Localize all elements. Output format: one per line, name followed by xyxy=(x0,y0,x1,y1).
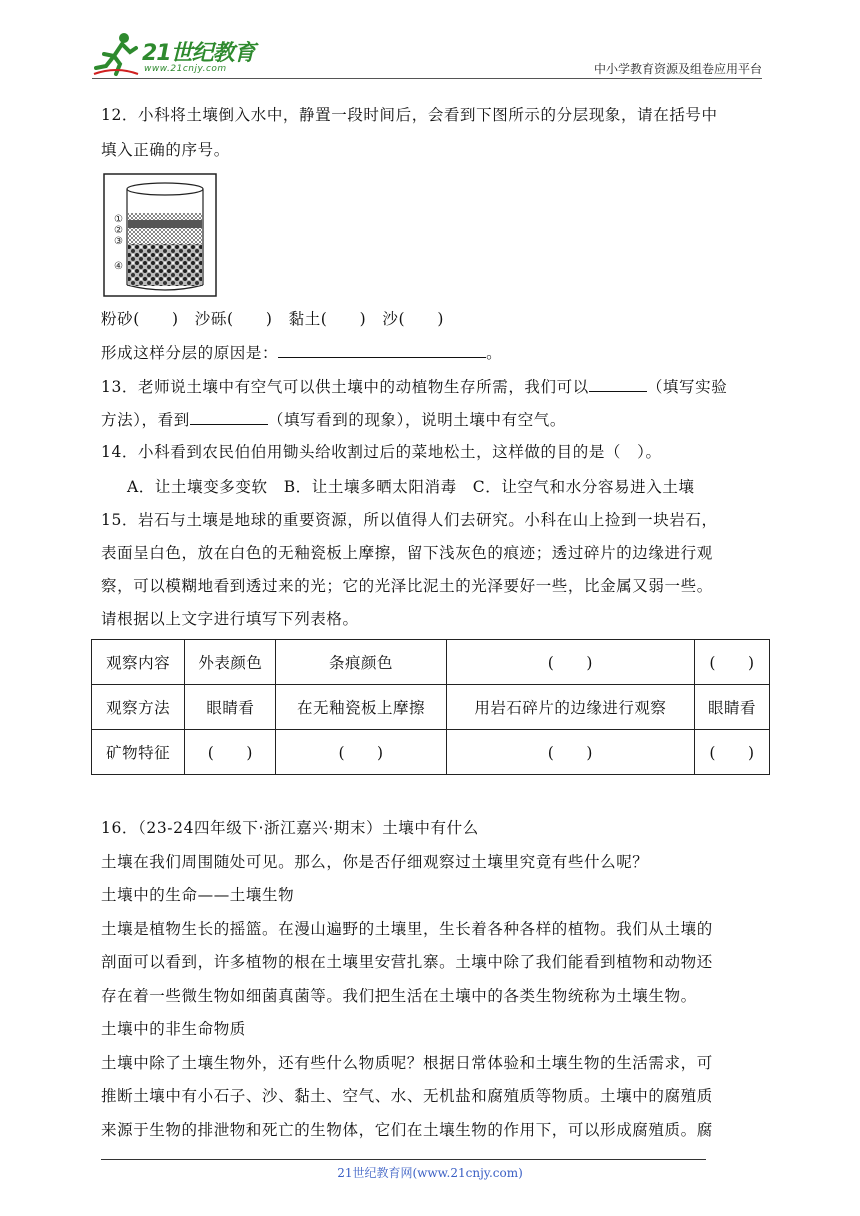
logo xyxy=(92,28,262,80)
layer-label-3: ③ xyxy=(114,236,123,247)
q13-line-2 xyxy=(101,408,566,431)
q16-paragraph-line: 土壤中除了土壤生物外，还有些什么物质呢？根据日常体验和土壤生物的生活需求，可 xyxy=(101,1054,713,1072)
table-cell: 观察方法 xyxy=(92,685,185,730)
q16-subheading: 土壤中的生命——土壤生物 xyxy=(101,886,295,904)
q12-reason-prefix: 形成这样分层的原因是： xyxy=(101,344,279,362)
q12-reason-blank[interactable] xyxy=(278,341,486,358)
q16-paragraph-line: 土壤是植物生长的摇篮。在漫山遍野的土壤里，生长着各种各样的植物。我们从土壤的 xyxy=(101,920,713,938)
q15-line-3: 察，可以模糊地看到透过来的光；它的光泽比泥土的光泽要好一些，比金属又弱一些。 xyxy=(101,577,713,595)
q12-stem-line-1: 12．小科将土壤倒入水中，静置一段时间后，会看到下图所示的分层现象，请在括号中 xyxy=(101,106,718,124)
footer-divider xyxy=(101,1159,706,1160)
table-answer-cell[interactable]: ( ) xyxy=(446,640,694,685)
q16-paragraph-line: 存在着一些微生物如细菌真菌等。我们把生活在土壤中的各类生物统称为土壤生物。 xyxy=(101,987,697,1005)
q14-options: A．让土壤变多变软 B．让土壤多晒太阳消毒 C．让空气和水分容易进入土壤 xyxy=(127,478,695,496)
q12-reason-suffix: 。 xyxy=(486,344,503,362)
header-divider xyxy=(92,78,762,79)
page-header xyxy=(92,28,762,80)
logo-text: 21世纪教育 xyxy=(142,41,255,66)
q12-options: 粉砂( ) 沙砾( ) 黏土( ) 沙( ) xyxy=(101,310,444,328)
table-answer-cell[interactable]: ( ) xyxy=(185,730,276,775)
table-cell: 观察内容 xyxy=(92,640,185,685)
q16-title: 16．（23-24四年级下·浙江嘉兴·期末）土壤中有什么 xyxy=(101,819,479,837)
q13-text-b: （填写实验 xyxy=(646,378,728,396)
logo-url: www.21cnjy.com xyxy=(144,64,227,74)
table-cell: 矿物特征 xyxy=(92,730,185,775)
q12-stem-line-2: 填入正确的序号。 xyxy=(101,141,230,159)
layer-label-2: ② xyxy=(114,225,123,236)
q15-line-4: 请根据以上文字进行填写下列表格。 xyxy=(101,610,359,628)
q16-paragraph-line: 推断土壤中有小石子、沙、黏土、空气、水、无机盐和腐殖质等物质。土壤中的腐殖质 xyxy=(101,1087,713,1105)
table-cell: 用岩石碎片的边缘进行观察 xyxy=(446,685,694,730)
q13-method-blank[interactable] xyxy=(589,375,647,392)
table-row xyxy=(92,640,770,685)
q16-subheading: 土壤中的非生命物质 xyxy=(101,1020,246,1038)
q15-line-2: 表面呈白色，放在白色的无釉瓷板上摩擦，留下浅灰色的痕迹；透过碎片的边缘进行观 xyxy=(101,544,713,562)
beaker-diagram xyxy=(103,173,217,297)
q13-text-d: （填写看到的现象），说明土壤中有空气。 xyxy=(267,411,567,429)
table-cell: 眼睛看 xyxy=(185,685,276,730)
q14-stem: 14．小科看到农民伯伯用锄头给收割过后的菜地松土，这样做的目的是（ ）。 xyxy=(101,443,662,461)
table-answer-cell[interactable]: ( ) xyxy=(276,730,446,775)
table-cell: 眼睛看 xyxy=(694,685,769,730)
table-answer-cell[interactable]: ( ) xyxy=(446,730,694,775)
q16-paragraph-line: 来源于生物的排泄物和死亡的生物体，它们在土壤生物的作用下，可以形成腐殖质。腐 xyxy=(101,1121,713,1139)
runner-logo-icon xyxy=(92,30,140,78)
table-cell: 在无釉瓷板上摩擦 xyxy=(276,685,446,730)
layer-label-1: ① xyxy=(114,214,123,225)
q15-line-1: 15．岩石与土壤是地球的重要资源，所以值得人们去研究。小科在山上捡到一块岩石， xyxy=(101,511,718,529)
observation-table xyxy=(91,639,770,775)
q13-text-a: 13．老师说土壤中有空气可以供土壤中的动植物生存所需，我们可以 xyxy=(101,378,589,396)
table-answer-cell[interactable]: ( ) xyxy=(694,640,769,685)
header-tagline: 中小学教育资源及组卷应用平台 xyxy=(593,62,762,76)
q16-paragraph-line: 土壤在我们周围随处可见。那么，你是否仔细观察过土壤里究竟有些什么呢？ xyxy=(101,853,649,871)
q13-line-1 xyxy=(101,375,727,398)
q13-observation-blank[interactable] xyxy=(190,408,268,425)
q12-reason-line xyxy=(101,341,502,364)
footer-link[interactable]: 21世纪教育网(www.21cnjy.com) xyxy=(337,1166,523,1180)
q16-paragraph-line: 剖面可以看到，许多植物的根在土壤里安营扎寨。土壤中除了我们能看到植物和动物还 xyxy=(101,953,713,971)
soil-layers-figure xyxy=(103,173,217,297)
q13-text-c: 方法），看到 xyxy=(101,411,190,429)
table-cell: 外表颜色 xyxy=(185,640,276,685)
table-row xyxy=(92,730,770,775)
table-cell: 条痕颜色 xyxy=(276,640,446,685)
layer-label-4: ④ xyxy=(114,261,123,272)
table-answer-cell[interactable]: ( ) xyxy=(694,730,769,775)
table-row xyxy=(92,685,770,730)
